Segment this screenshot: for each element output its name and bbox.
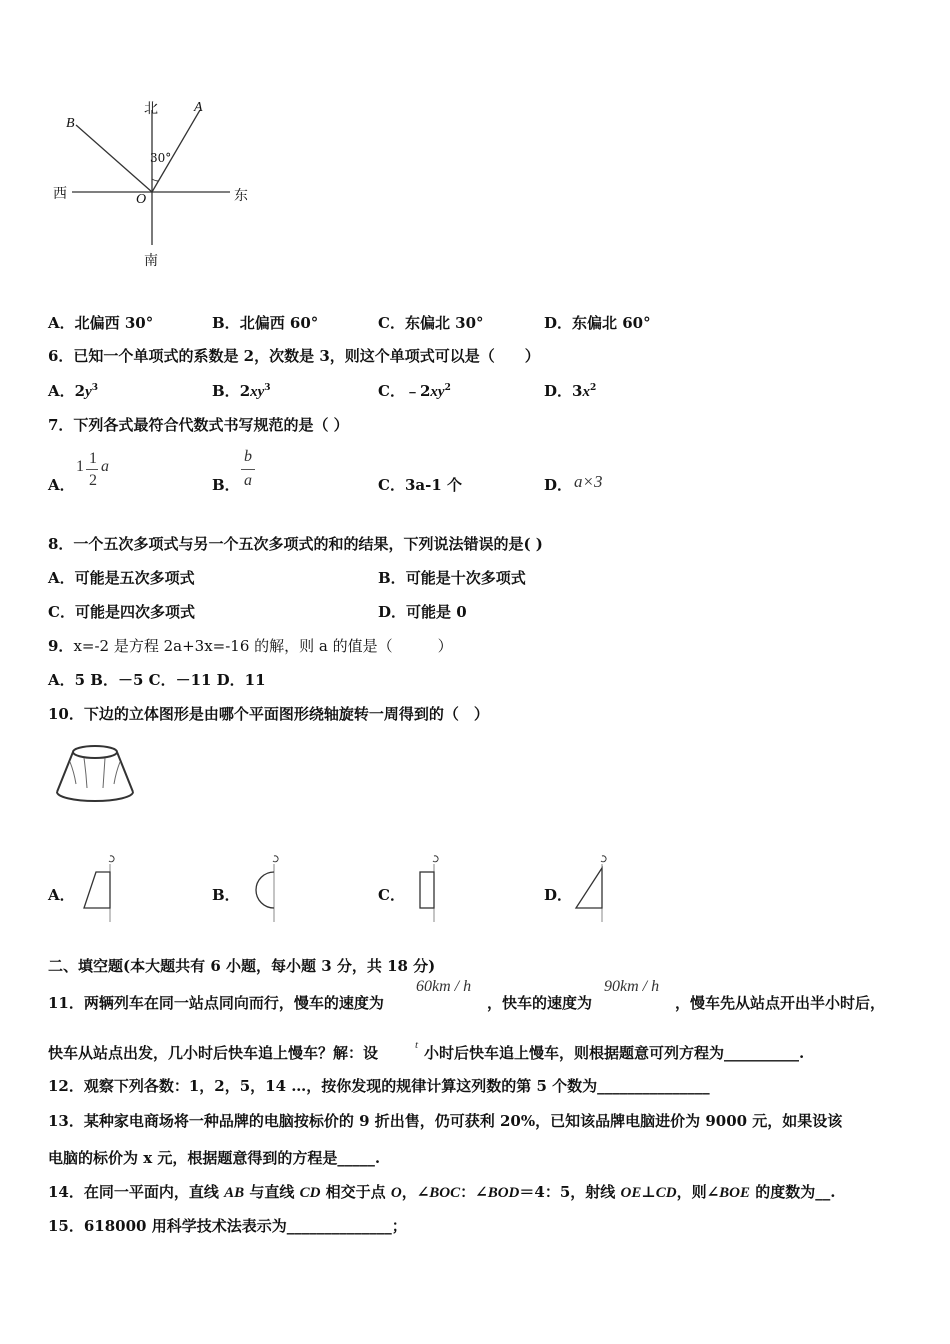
q7-option-d-expr: a×3 [574,472,603,491]
q7-option-a-den: 2 [89,472,97,489]
angle-label: 30° [150,151,172,165]
compass-west: 西 [53,186,67,202]
frustum-solid-figure [50,742,140,810]
q10-option-d-triangle [572,852,612,924]
q10-option-c-letter: C． [378,886,405,904]
q5-option-b: B．北偏西 60° [212,314,319,332]
q8-option-b: B．可能是十次多项式 [378,569,526,587]
q7-option-a-whole: 1 [76,458,84,475]
label-b: B [66,116,75,131]
q5-option-c: C．东偏北 30° [378,314,484,332]
q7-option-a-var: a [101,458,109,475]
angle-arc [152,179,159,181]
q10-option-a-letter: A． [48,886,75,904]
q14-text: 14．在同一平面内，直线 AB 与直线 CD 相交于点 O，∠BOC：∠BOD＝4：5，射线 OE⊥CD，则∠BOE 的度数为__. [48,1183,836,1201]
q8-option-a: A．可能是五次多项式 [48,569,195,587]
q8-stem: 8．一个五次多项式与另一个五次多项式的和的结果，下列说法错误的是( ) [48,535,543,553]
q7-option-b-fraction-bar [241,469,255,470]
section-heading: 二、填空题(本大题共有 6 小题，每小题 3 分，共 18 分) [48,957,436,975]
q13-line1: 13．某种家电商场将一种品牌的电脑按标价的 9 折出售，仍可获利 20%，已知该品牌电脑进价为 9000 元，如果设该 [48,1112,843,1130]
q7-option-b-num: b [244,448,252,465]
q13-line2: 电脑的标价为 x 元，根据题意得到的方程是_____. [48,1149,381,1167]
q9-options: A．5 B．－5 C．－11 D．11 [48,671,266,689]
q7-option-b-letter: B． [212,476,240,494]
q10-option-b-semicircle [244,852,284,924]
compass-east: 东 [234,188,248,204]
q7-option-c: C．3a-1 个 [378,476,462,494]
ray-ob [76,125,152,192]
q7-option-d-letter: D． [544,476,573,494]
q11-line2-b: 小时后快车追上慢车，则根据题意可列方程为__________. [424,1044,805,1062]
q6-option-d: D．$3x^2$ [544,382,597,400]
q10-option-c-rectangle [410,852,450,924]
q6-option-b: B．$2xy^3$ [212,382,271,400]
q7-option-a-letter: A． [48,476,75,494]
q6-option-a: A．$2y^3$ [48,382,99,400]
q9-stem: 9．x=-2 是方程 2a+3x=-16 的解，则 a 的值是（ ） [48,637,453,655]
label-o: O [136,192,147,207]
q8-option-c: C．可能是四次多项式 [48,603,195,621]
q6-stem: 6．已知一个单项式的系数是 2，次数是 3，则这个单项式可以是（ ） [48,347,540,365]
q11-speed-slow: 60km / h [416,978,472,995]
q5-option-a: A．北偏西 30° [48,314,154,332]
q15-text: 15．618000 用科学技术法表示为______________； [48,1217,407,1235]
q11-line1-b: ，快车的速度为 [487,994,593,1012]
q11-line1-a: 11．两辆列车在同一站点同向而行，慢车的速度为 [48,994,384,1012]
compass-north: 北 [144,101,158,117]
q8-option-d: D．可能是 0 [378,603,467,621]
q7-stem: 7．下列各式最符合代数式书写规范的是（ ） [48,416,349,434]
q10-stem: 10．下边的立体图形是由哪个平面图形绕轴旋转一周得到的（ ） [48,705,489,723]
q12-text: 12．观察下列各数：1，2，5，14 …，按你发现的规律计算这列数的第 5 个数为_______________ [48,1077,710,1095]
q10-option-d-letter: D． [544,886,573,904]
q11-speed-fast: 90km / h [604,978,660,995]
q6-option-c: C．$﹣2xy^2$ [378,382,451,400]
q10-option-b-letter: B． [212,886,240,904]
label-a: A [194,100,203,115]
q7-option-a-fraction-bar [86,469,98,470]
q11-line2-a: 快车从站点出发，几小时后快车追上慢车？解：设 [48,1044,379,1062]
q11-line1-c: ，慢车先从站点开出半小时后， [675,994,886,1012]
q5-option-d: D．东偏北 60° [544,314,651,332]
q10-option-a-trapezoid [80,852,120,924]
q11-variable: t [415,1039,419,1051]
compass-south: 南 [144,253,158,269]
q7-option-a-num: 1 [89,450,97,467]
q7-option-b-den: a [244,472,252,489]
